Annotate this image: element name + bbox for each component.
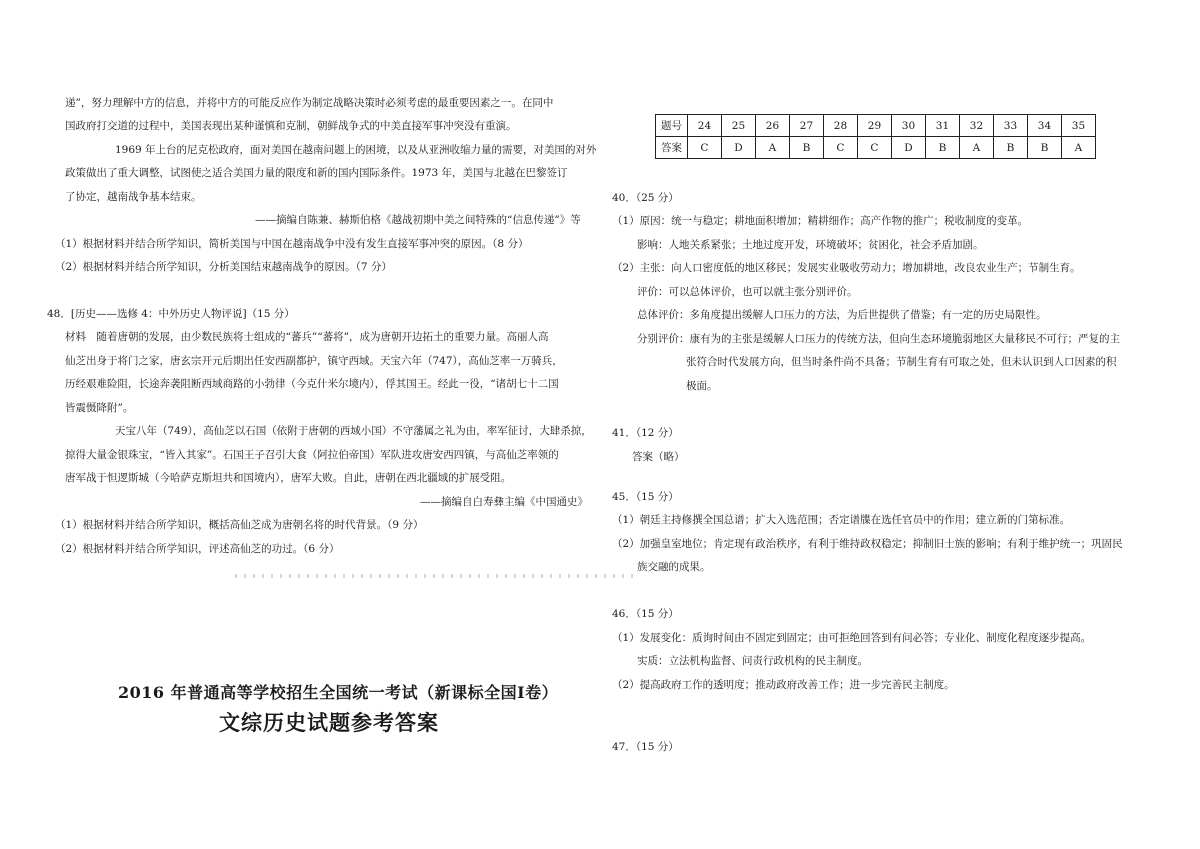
table-cell: D: [721, 137, 755, 159]
question-heading: 46．（15 分）: [612, 608, 679, 620]
table-cell: 26: [755, 115, 789, 137]
text-line: 国政府打交道的过程中，美国表现出某种谨慎和克制，朝鲜战争式的中美直接军事冲突没有重演。: [65, 120, 517, 132]
table-cell: A: [755, 137, 789, 159]
table-cell: D: [891, 137, 925, 159]
table-cell: 33: [993, 115, 1027, 137]
answer-line: 评价：可以总体评价，也可以就主张分别评价。: [637, 286, 858, 298]
source-citation: ——摘编自陈兼、赫斯伯格《越战初期中美之间特殊的“信息传递”》等: [255, 214, 581, 226]
table-row: [656, 115, 1096, 137]
question-heading: 41．（12 分）: [612, 427, 679, 439]
table-cell: 30: [891, 115, 925, 137]
answer-key-title: 2016 年普通高等学校招生全国统一考试（新课标全国Ⅰ卷）: [118, 683, 559, 702]
question-item: （2）根据材料并结合所学知识，评述高仙芝的功过。（6 分）: [55, 543, 340, 555]
table-cell: B: [1027, 137, 1061, 159]
scan-artifact: [235, 574, 635, 578]
text-line: 掠得大量金银珠宝，“皆入其家”。石国王子召引大食（阿拉伯帝国）军队进攻唐安西四镇，与高仙芝率领的: [65, 449, 559, 461]
answer-line: （1）发展变化：质询时间由不固定到固定；由可拒绝回答到有问必答；专业化、制度化程度逐步提高。: [612, 632, 1092, 644]
table-cell: 24: [687, 115, 721, 137]
table-cell: 31: [925, 115, 959, 137]
question-heading: 45．（15 分）: [612, 491, 679, 503]
table-cell: 35: [1061, 115, 1095, 137]
answer-line: 总体评价：多角度提出缓解人口压力的方法，为后世提供了借鉴；有一定的历史局限性。: [637, 309, 1047, 321]
answer-line: 影响：人地关系紧张；土地过度开发，环境破坏；贫困化，社会矛盾加剧。: [637, 239, 984, 251]
text-line: 唐军战于怛逻斯城（今哈萨克斯坦共和国境内），唐军大败。自此，唐朝在西北疆域的扩展受阻。: [65, 472, 512, 484]
answer-line: （1）朝廷主持修撰全国总谱；扩大入选范围；否定谱牒在选任官员中的作用；建立新的门第标准。: [612, 514, 1071, 526]
table-cell: 34: [1027, 115, 1061, 137]
answer-line: （2）主张：向人口密度低的地区移民；发展实业吸收劳动力；增加耕地，改良农业生产；节制生育。: [612, 262, 1081, 274]
text-line: 皆震慑降附”。: [65, 402, 134, 414]
answer-line: 张符合时代发展方向，但当时条件尚不具备；节制生育有可取之处，但未认识到人口因素的积: [686, 356, 1117, 368]
text-line: 天宝八年（749），高仙芝以石国（依附于唐朝的西域小国）不守藩属之礼为由，率军征讨，大肆杀掠，: [115, 425, 592, 437]
question-heading: 48．[历史——选修 4：中外历史人物评说]（15 分）: [47, 308, 295, 320]
table-header-cell: 答案: [656, 137, 688, 159]
table-cell: A: [1061, 137, 1095, 159]
table-cell: A: [959, 137, 993, 159]
answer-line: （1）原因：统一与稳定；耕地面积增加；精耕细作；高产作物的推广；税收制度的变革。: [612, 215, 1029, 227]
text-line: 递”，努力理解中方的信息，并将中方的可能反应作为制定战略决策时必须考虑的最重要因素之一。在同中: [65, 97, 554, 109]
question-item: （1）根据材料并结合所学知识，简析美国与中国在越南战争中没有发生直接军事冲突的原因。（8 分）: [55, 238, 529, 250]
answer-line: （2）提高政府工作的透明度；推动政府改善工作；进一步完善民主制度。: [612, 679, 955, 691]
table-cell: C: [823, 137, 857, 159]
source-citation: ——摘编自白寿彝主编《中国通史》: [420, 496, 588, 508]
answer-line: （2）加强皇室地位；肯定现有政治秩序，有利于维持政权稳定；抑制旧士族的影响；有利于维护统一；巩固民: [612, 538, 1123, 550]
table-cell: 29: [857, 115, 891, 137]
text-line: 政策做出了重大调整，试图使之适合美国力量的限度和新的国内国际条件。1973 年，美国与北越在巴黎签订: [65, 167, 568, 179]
text-line: 1969 年上台的尼克松政府，面对美国在越南问题上的困境，以及从亚洲收缩力量的需要，对美国的对外: [115, 144, 597, 156]
answer-key-subtitle: 文综历史试题参考答案: [219, 710, 439, 735]
question-heading: 47．（15 分）: [612, 741, 679, 753]
answer-line: 分别评价：康有为的主张是缓解人口压力的传统方法，但向生态环境脆弱地区大量移民不可行；严复的主: [637, 333, 1120, 345]
answer-line: 实质：立法机构监督、问责行政机构的民主制度。: [637, 655, 868, 667]
question-item: （2）根据材料并结合所学知识，分析美国结束越南战争的原因。（7 分）: [55, 261, 392, 273]
text-line: 历经艰难险阻，长途奔袭阻断西域商路的小勃律（今克什米尔境内），俘其国王。经此一役，“诸胡七十二国: [65, 378, 559, 390]
text-line: 仙芝出身于将门之家，唐玄宗开元后期出任安西副都护，镇守西域。天宝六年（747），高仙芝率一万骑兵，: [65, 355, 563, 367]
table-cell: B: [993, 137, 1027, 159]
answer-line: 答案（略）: [632, 451, 685, 463]
table-cell: 32: [959, 115, 993, 137]
table-cell: 27: [789, 115, 823, 137]
text-line: 材料 随着唐朝的发展，由少数民族将士组成的“蕃兵”“蕃将”，成为唐朝开边拓土的重要力量。高丽人高: [65, 331, 549, 343]
table-cell: 25: [721, 115, 755, 137]
question-heading: 40．（25 分）: [612, 192, 679, 204]
table-cell: B: [925, 137, 959, 159]
answer-table: [655, 114, 1096, 159]
table-header-cell: 题号: [656, 115, 688, 137]
table-row: [656, 137, 1096, 159]
table-cell: C: [857, 137, 891, 159]
table-cell: C: [687, 137, 721, 159]
answer-line: 极面。: [686, 380, 718, 392]
text-line: 了协定，越南战争基本结束。: [65, 191, 202, 203]
table-cell: B: [789, 137, 823, 159]
answer-line: 族交融的成果。: [637, 561, 711, 573]
table-cell: 28: [823, 115, 857, 137]
question-item: （1）根据材料并结合所学知识，概括高仙芝成为唐朝名将的时代背景。（9 分）: [55, 519, 424, 531]
